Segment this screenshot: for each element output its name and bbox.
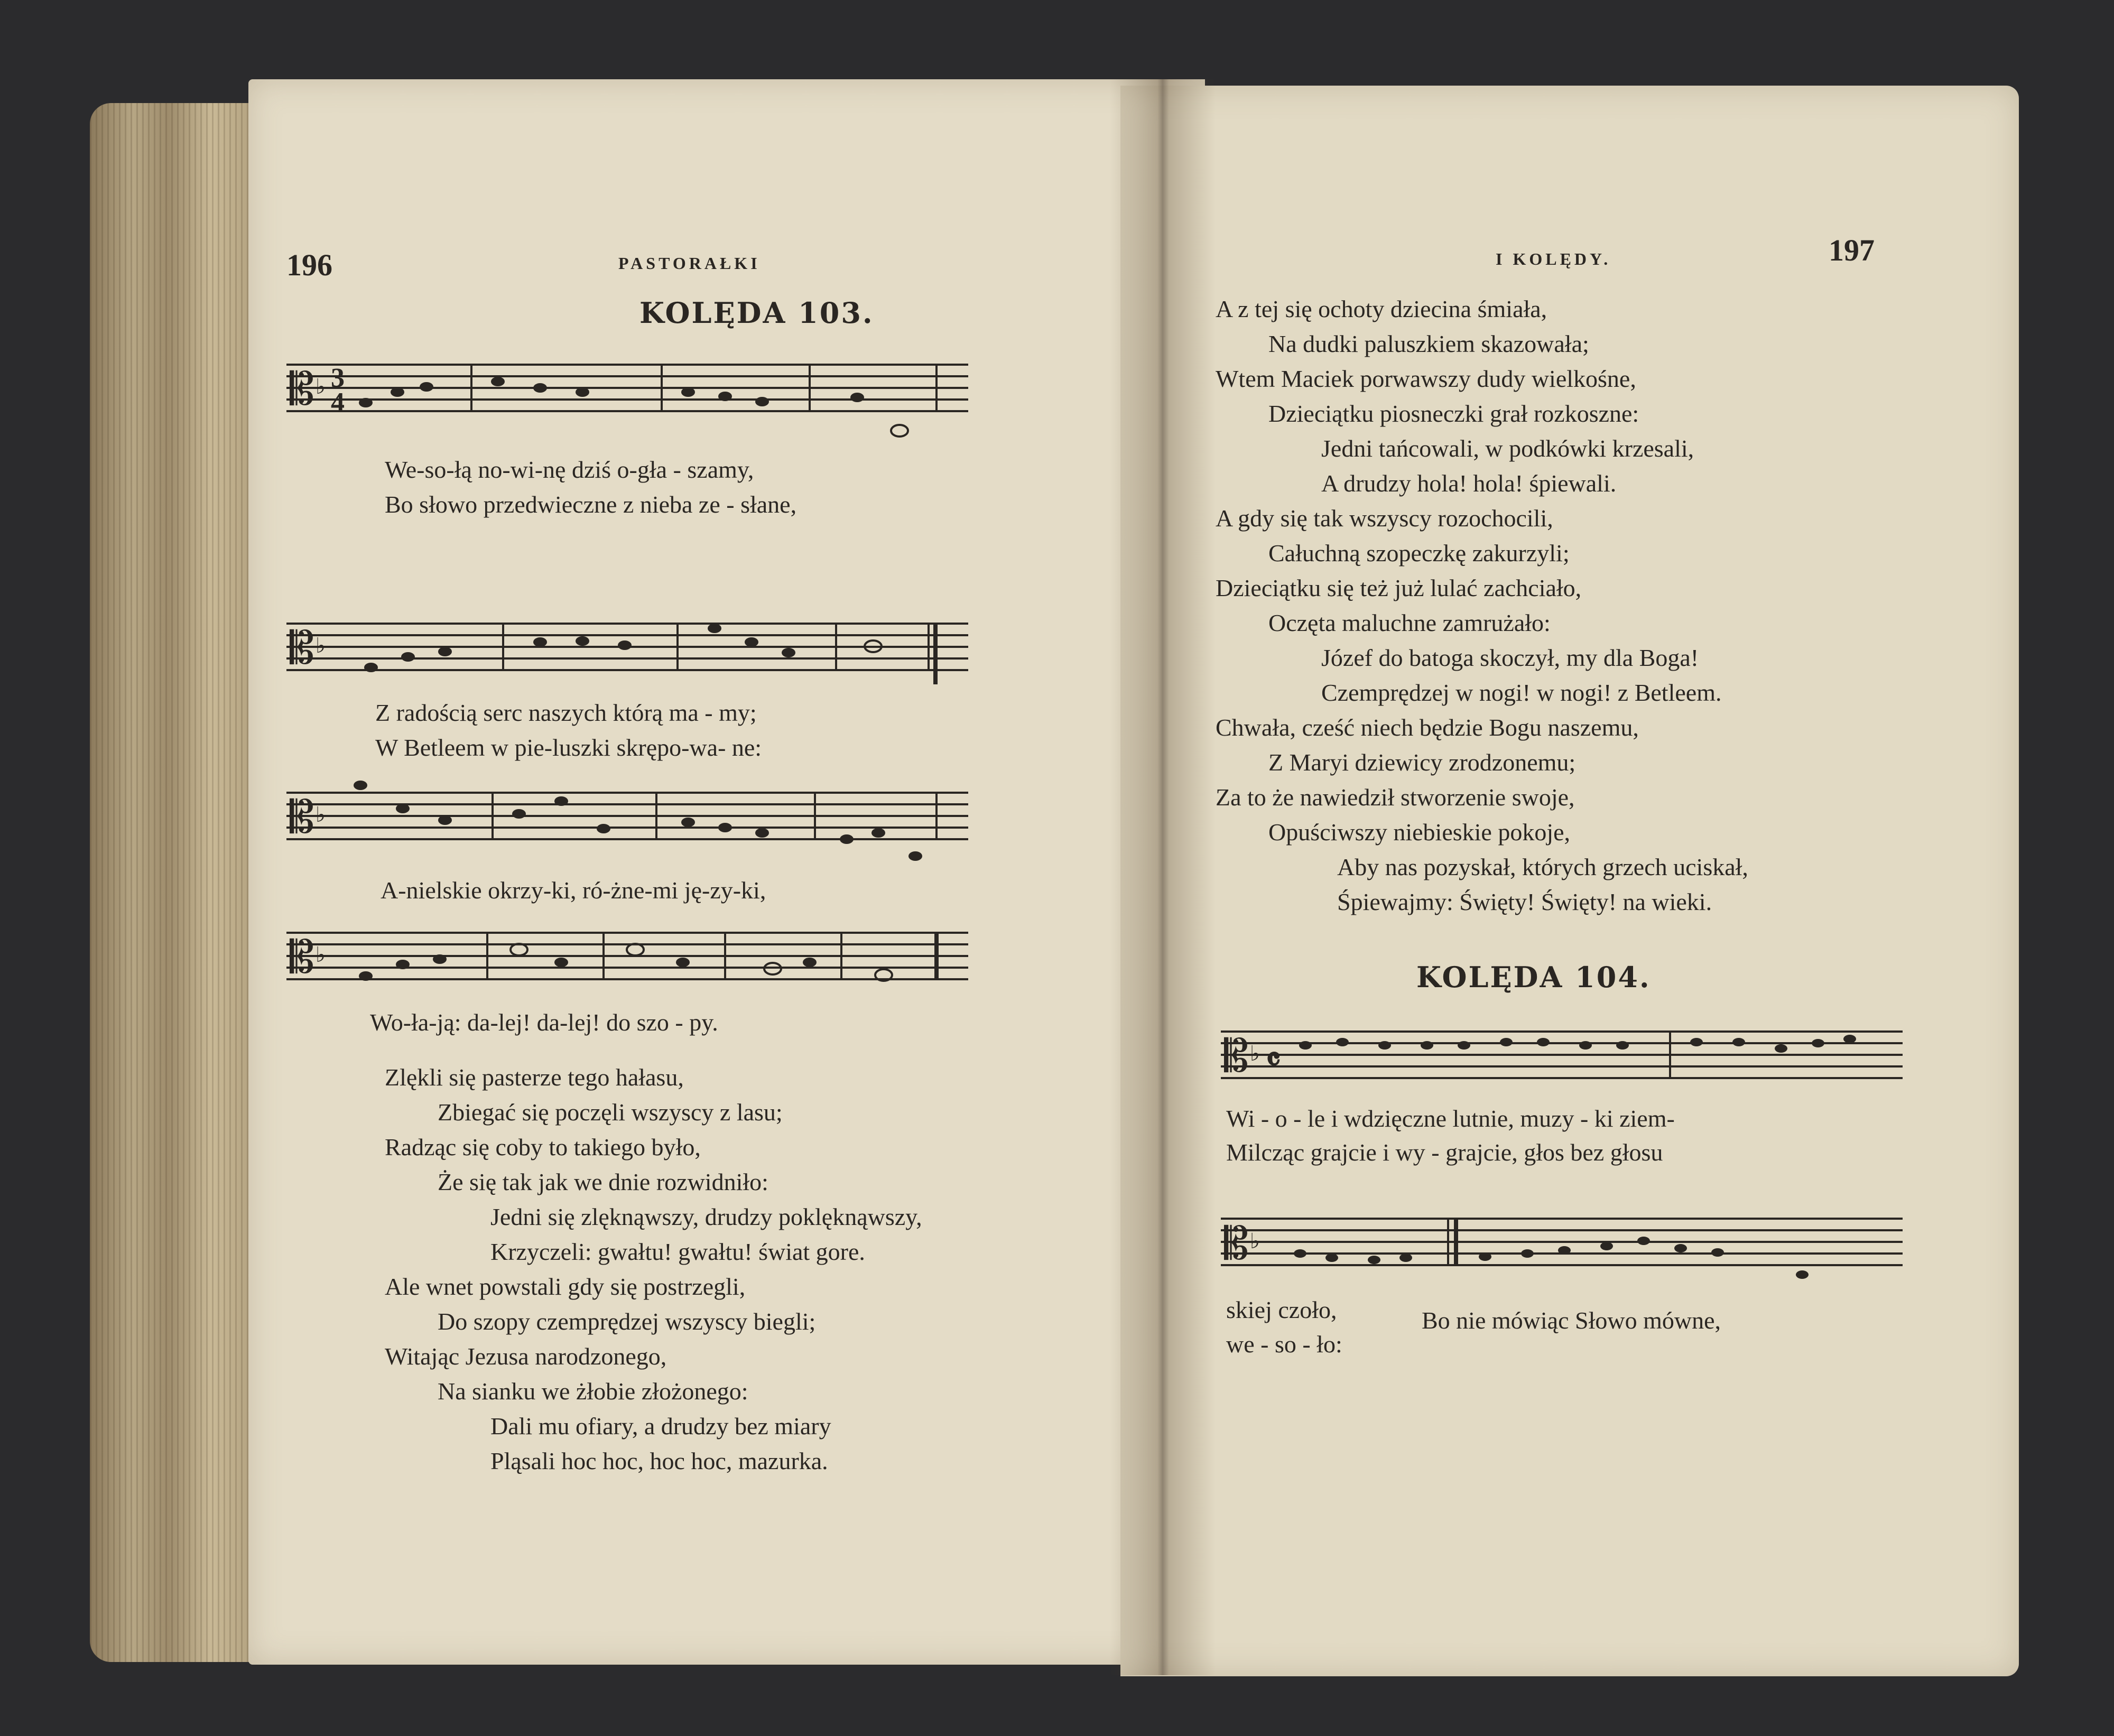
verse-line: Jedni się zlęknąwszy, drudzy poklęknąwszy, — [490, 1203, 922, 1230]
lyric-line: Bo nie mówiąc Słowo mówne, — [1422, 1307, 1721, 1334]
verse-line: Jedni tańcowali, w podkówki krzesali, — [1321, 435, 1694, 462]
svg-text:𝄡: 𝄡 — [290, 363, 314, 415]
music-staff — [286, 922, 968, 1001]
page-number: 197 — [1829, 233, 1875, 267]
open-book — [90, 79, 2035, 1686]
verse-line: Że się tak jak we dnie rozwidniło: — [438, 1168, 768, 1195]
lyric-line: We-so-łą no-wi-nę dziś o-gła - szamy, — [385, 456, 754, 483]
music-staff — [286, 610, 968, 690]
lyric-line: Wo-ła-ją: da-lej! da-lej! do szo - py. — [370, 1009, 718, 1036]
verse-line: Dzieciątku się też już lulać zachciało, — [1216, 574, 1582, 601]
music-staff — [286, 354, 968, 441]
verse-line: Na sianku we żłobie złożonego: — [438, 1378, 748, 1405]
verse-line: Krzyczeli: gwałtu! gwałtu! świat gore. — [490, 1238, 865, 1265]
music-staff — [1221, 1021, 1903, 1095]
music-staff — [1221, 1195, 1903, 1280]
lyric-line: W Betleem w pie-luszki skrępo-wa- ne: — [375, 734, 762, 761]
lyric-line: Bo słowo przedwieczne z nieba ze - słane, — [385, 491, 797, 518]
verse-line: Opuściwszy niebieskie pokoje, — [1268, 819, 1571, 846]
song-title: KOLĘDA 103. — [639, 296, 874, 330]
lyric-line: Wi - o - le i wdzięczne lutnie, muzy - ki ziem- — [1226, 1105, 1675, 1132]
lyric-line: skiej czoło, — [1226, 1296, 1337, 1323]
music-staff — [286, 777, 968, 861]
book-gutter — [1110, 79, 1216, 1675]
verse-line: Józef do batoga skoczył, my dla Boga! — [1321, 644, 1699, 671]
verse-line: Zlękli się pasterze tego hałasu, — [385, 1064, 684, 1091]
right-page — [1120, 86, 2019, 1676]
svg-text:3: 3 — [331, 363, 345, 393]
verse-line: Chwała, cześć niech będzie Bogu naszemu, — [1216, 714, 1639, 741]
verse-line: Radząc się coby to takiego było, — [385, 1134, 701, 1161]
verse-line: Pląsali hoc hoc, hoc hoc, mazurka. — [490, 1447, 828, 1474]
verse-line: A z tej się ochoty dziecina śmiała, — [1216, 295, 1547, 322]
svg-text:𝄡: 𝄡 — [290, 931, 314, 983]
verse-stanza — [385, 1060, 922, 1479]
verse-line: Oczęta maluchne zamrużało: — [1268, 609, 1551, 636]
verse-line: Do szopy czemprędzej wszyscy biegli; — [438, 1308, 816, 1335]
svg-text:𝄡: 𝄡 — [1224, 1218, 1249, 1269]
svg-text:♭: ♭ — [316, 375, 326, 398]
svg-text:𝄡: 𝄡 — [290, 791, 314, 843]
lyric-line: Z radością serc naszych którą ma - my; — [375, 699, 757, 726]
svg-text:♭: ♭ — [316, 634, 326, 657]
svg-text:♭: ♭ — [1250, 1229, 1260, 1253]
svg-text:𝄡: 𝄡 — [290, 622, 314, 674]
svg-text:𝄡: 𝄡 — [1224, 1030, 1249, 1082]
verse-line: Ale wnet powstali gdy się postrzegli, — [385, 1273, 746, 1300]
verse-line: Dzieciątku piosneczki grał rozkoszne: — [1268, 400, 1639, 427]
page-edges — [90, 103, 264, 1662]
running-head: PASTORAŁKI — [618, 254, 761, 273]
verse-stanza — [1216, 292, 1748, 920]
left-page — [248, 79, 1205, 1665]
svg-text:♭: ♭ — [316, 803, 326, 827]
svg-text:♭: ♭ — [316, 943, 326, 967]
svg-text:♭: ♭ — [1250, 1042, 1260, 1065]
verse-line: Dali mu ofiary, a drudzy bez miary — [490, 1413, 831, 1440]
lyric-line: A-nielskie okrzy-ki, ró-żne-mi ję-zy-ki, — [381, 877, 766, 904]
song-title: KOLĘDA 104. — [1416, 960, 1651, 994]
lyric-line: we - so - ło: — [1226, 1331, 1342, 1358]
verse-line: Czemprędzej w nogi! w nogi! z Betleem. — [1321, 679, 1722, 706]
svg-text:𝄴: 𝄴 — [1266, 1041, 1281, 1079]
verse-line: Całuchną szopeczkę zakurzyli; — [1268, 540, 1570, 567]
svg-text:4: 4 — [331, 387, 345, 417]
verse-line: Wtem Maciek porwawszy dudy wielkośne, — [1216, 365, 1636, 392]
running-head: I KOLĘDY. — [1496, 249, 1611, 268]
verse-line: A drudzy hola! hola! śpiewali. — [1321, 470, 1617, 497]
verse-line: A gdy się tak wszyscy rozochocili, — [1216, 505, 1553, 532]
verse-line: Z Maryi dziewicy zrodzonemu; — [1268, 749, 1576, 776]
verse-line: Za to że nawiedził stworzenie swoje, — [1216, 784, 1575, 811]
verse-line: Aby nas pozyskał, których grzech uciskał, — [1337, 853, 1748, 880]
verse-line: Witając Jezusa narodzonego, — [385, 1343, 667, 1370]
lyric-line: Milcząc grajcie i wy - grajcie, głos bez głosu — [1226, 1139, 1663, 1166]
verse-line: Na dudki paluszkiem skazowała; — [1268, 330, 1589, 357]
verse-line: Śpiewajmy: Święty! Święty! na wieki. — [1337, 888, 1712, 915]
verse-line: Zbiegać się poczęli wszyscy z lasu; — [438, 1099, 783, 1126]
page-number: 196 — [286, 248, 332, 282]
